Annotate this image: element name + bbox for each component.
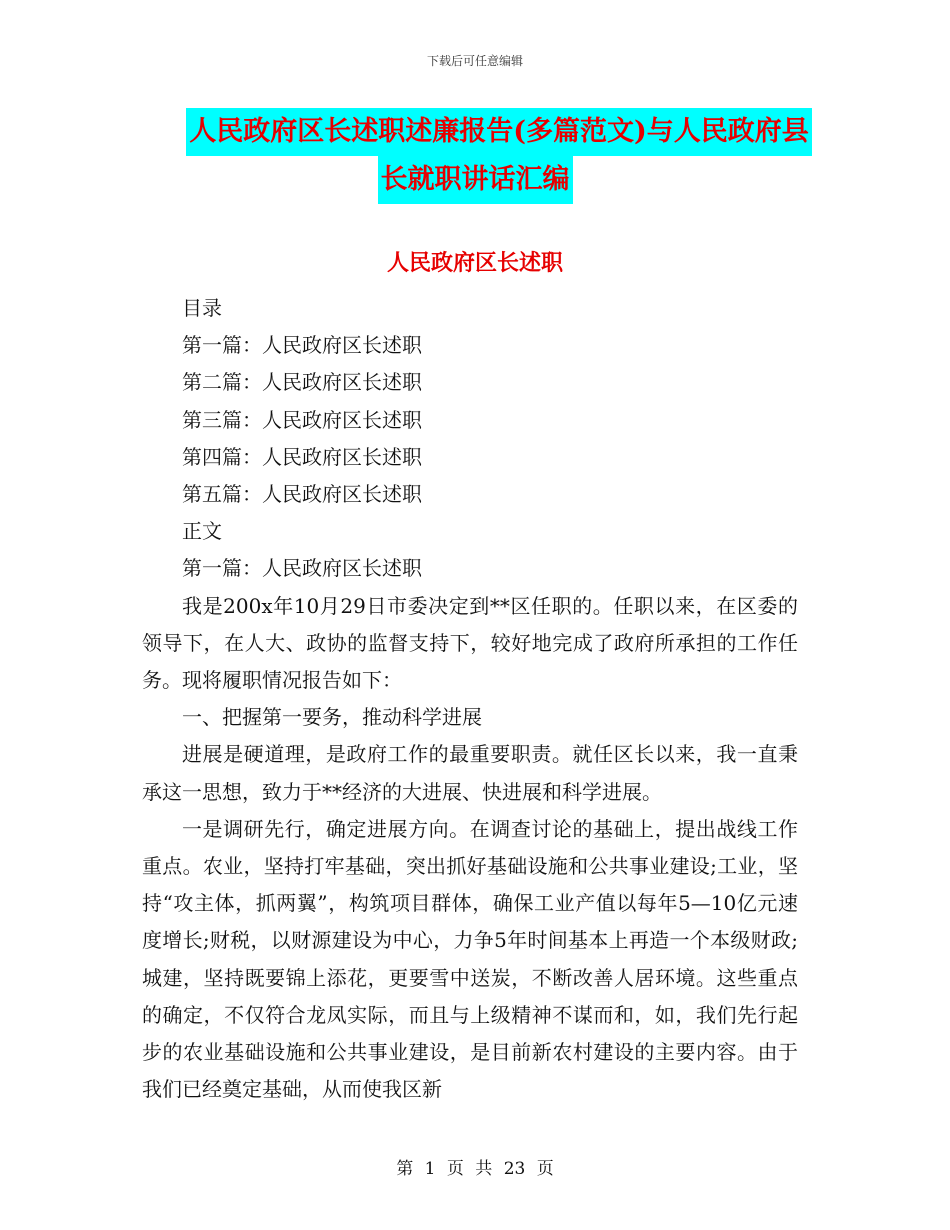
document-body <box>142 290 798 1108</box>
title-line-1: 人民政府区长述职述廉报告(多篇范文)与人民政府县 <box>186 108 812 156</box>
toc-heading: 目录 <box>182 296 222 320</box>
toc-item-4: 第四篇：人民政府区长述职 <box>182 444 422 469</box>
toc-item-2: 第二篇：人民政府区长述职 <box>182 370 422 395</box>
toc-item-1: 第一篇：人民政府区长述职 <box>182 333 422 358</box>
header-note: 下载后可任意编辑 <box>426 54 523 68</box>
main-label: 正文 <box>182 519 222 544</box>
document-title <box>0 108 950 204</box>
page-footer: 第 1 页 共 23 页 <box>396 1159 554 1179</box>
section-title: 第一篇：人民政府区长述职 <box>182 556 422 581</box>
section-subtitle: 人民政府区长述职 <box>386 250 563 276</box>
title-line-2: 长就职讲话汇编 <box>378 156 573 204</box>
paragraph-2: 一、把握第一要务，推动科学进展 <box>182 705 482 730</box>
toc-item-5: 第五篇：人民政府区长述职 <box>182 482 422 507</box>
paragraph-4: 一是调研先行，确定进展方向。在调查讨论的基础上，提出战线工作重点。农业，坚持打牢基础，突出抓好基础设施和公共事业建设;工业，坚持“攻主体，抓两翼”，构筑项目群体，确保工业产值以每年5—10亿元速度增长;财税，以财源建设为中心，力争5年时间基本上再造一个本级财政;城建，坚持既要锦上添花，更要雪中送炭，不断改善人居环境。这些重点的确定，不仅符合龙凤实际，而且与上级精神不谋而和，如，我们先行起步的农业基础设施和公共事业建设，是目前新农村建设的主要内容。由于我们已经奠定基础，从而使我区新 <box>142 816 798 1102</box>
toc-item-3: 第三篇：人民政府区长述职 <box>182 407 422 432</box>
paragraph-3: 进展是硬道理，是政府工作的最重要职责。就任区长以来，我一直秉承这一思想，致力于**经济的大进展、快进展和科学进展。 <box>142 742 798 804</box>
paragraph-1: 我是200x年10月29日市委决定到**区任职的。任职以来，在区委的领导下，在人大、政协的监督支持下，较好地完成了政府所承担的工作任务。现将履职情况报告如下： <box>142 593 798 693</box>
